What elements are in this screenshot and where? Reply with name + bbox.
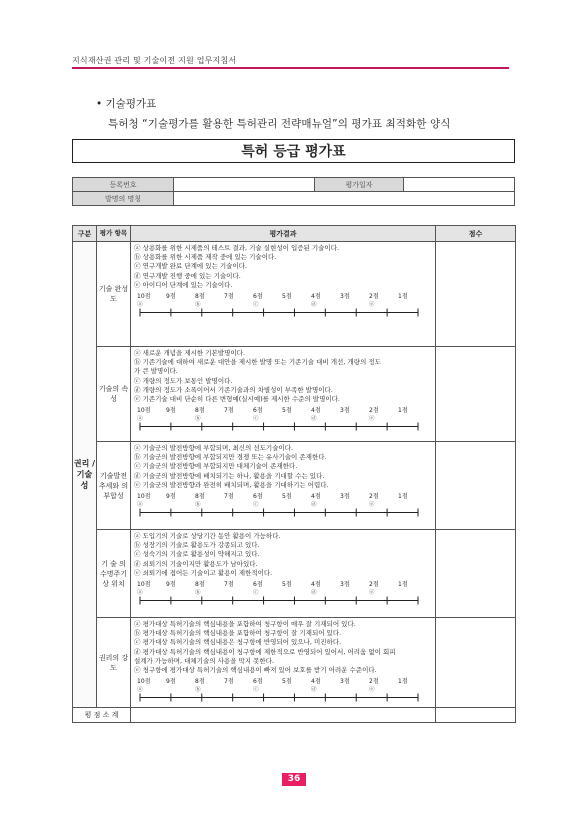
score-label: 6점: [253, 581, 263, 589]
score-label: 6점: [253, 293, 263, 301]
page-number: 36: [282, 773, 306, 786]
category-cell: 권리 / 기술성: [73, 242, 97, 708]
score-field[interactable]: [436, 530, 516, 618]
evaluation-row: [73, 442, 516, 530]
score-label: 10점: [137, 581, 151, 589]
section-bullet: • 기술평가표: [96, 98, 157, 110]
score-label: 6점: [253, 678, 263, 686]
score-label: 1점: [398, 293, 408, 301]
score-label: 3점: [340, 581, 350, 589]
summary-result-cell: [131, 708, 436, 723]
score-label: 2점: [369, 293, 379, 301]
score-label: 5점: [282, 678, 292, 686]
criterion-text: ⓒ 기술군의 발전방향에 부합되지만 대체기술이 존재한다.: [134, 462, 298, 471]
header-rule: [72, 67, 509, 69]
criterion-text: ⓑ 기술군의 발전방향에 부합되지만 경쟁 또는 유사기술이 존재한다.: [134, 453, 327, 462]
evaluation-row: [73, 242, 516, 347]
criterion-text: ⓐ 기술군의 발전방향에 부합되며, 최신의 선도기술이다.: [134, 444, 294, 452]
evaluation-row: [73, 347, 516, 442]
reg-no-label: 등록번호: [73, 178, 174, 192]
grade-mark: [395, 500, 424, 508]
criterion-text: ⓔ 쇠퇴기에 접어든 기술이고 활용이 제한적이다.: [134, 568, 273, 577]
score-label: 3점: [340, 407, 350, 415]
score-label: 2점: [369, 493, 379, 501]
evaluation-row: [73, 618, 516, 708]
scale-line: [134, 422, 424, 431]
col-score: 점수: [436, 226, 516, 242]
item-name: 기술 완성도: [97, 242, 131, 347]
grade-mark: [395, 588, 424, 596]
item-name: 기 술 의 수명주기 상 위치: [97, 530, 131, 618]
grade-mark: [337, 588, 366, 596]
criteria-cell: [131, 347, 436, 442]
reg-no-field[interactable]: [174, 178, 315, 192]
score-label: 9점: [166, 407, 176, 415]
score-label: 8점: [195, 493, 205, 501]
score-label: 5점: [282, 407, 292, 415]
score-field[interactable]: [436, 442, 516, 530]
score-label: 4점: [311, 407, 321, 415]
score-label: 10점: [137, 493, 151, 501]
summary-score-field[interactable]: [436, 708, 516, 723]
col-item: 평가 항목: [97, 226, 131, 242]
grade-mark: [337, 500, 366, 508]
registration-table: [72, 177, 515, 206]
score-scale[interactable]: [134, 579, 424, 605]
criterion-text: ⓓ 쇠퇴기의 기술이지만 활용도가 남아있다.: [134, 559, 258, 568]
grade-mark: [221, 588, 250, 596]
score-label: 9점: [166, 581, 176, 589]
criteria-cell: [131, 618, 436, 708]
grade-mark: [279, 414, 308, 422]
grade-mark: [221, 500, 250, 508]
col-result: 평가결과: [131, 226, 436, 242]
score-label: 3점: [340, 493, 350, 501]
criterion-text: ⓔ 기존기술 대비 단순히 다른 변형예(실시예)를 제시한 수준의 발명이다.: [134, 395, 340, 404]
score-label: 2점: [369, 407, 379, 415]
criterion-text: ⓔ 아이디어 단계에 있는 기술이다.: [134, 280, 233, 289]
criterion-text: ⓒ 평가대상 특허기술의 핵심내용은 청구항에 반영되어 있으나, 미진하다.: [134, 638, 342, 647]
score-label: 3점: [340, 293, 350, 301]
evaluation-table: [72, 225, 516, 723]
score-label: 5점: [282, 581, 292, 589]
score-label: 7점: [224, 493, 234, 501]
score-label: 8점: [195, 581, 205, 589]
score-label: 8점: [195, 407, 205, 415]
grade-mark: ⓒ: [253, 590, 259, 597]
criterion-text: ⓑ 평가대상 특허기술의 핵심내용을 포함하여 청구항이 잘 기재되어 있다.: [134, 629, 342, 638]
criterion-text: ⓐ 평가대상 특허기술의 핵심내용을 포함하여 청구항이 매우 잘 기재되어 있다.: [134, 620, 356, 628]
grade-mark: ⓑ: [195, 302, 201, 309]
grade-mark: ⓔ: [369, 687, 375, 694]
score-field[interactable]: [436, 242, 516, 347]
grade-mark: [337, 685, 366, 693]
grade-mark: ⓔ: [369, 302, 375, 309]
score-label: 7점: [224, 407, 234, 415]
grade-mark: [163, 300, 192, 308]
criterion-text: ⓒ 연구개발 완료 단계에 있는 기술이다.: [134, 262, 248, 271]
grade-mark: ⓐ: [137, 416, 143, 423]
grade-mark: [163, 414, 192, 422]
grade-mark: ⓒ: [253, 416, 259, 423]
scale-line: [134, 308, 424, 317]
item-name: 권리의 강도: [97, 618, 131, 708]
score-label: 9점: [166, 293, 176, 301]
score-scale[interactable]: [134, 491, 424, 517]
score-label: 9점: [166, 678, 176, 686]
score-scale[interactable]: [134, 405, 424, 431]
score-label: 1점: [398, 407, 408, 415]
grade-mark: [221, 300, 250, 308]
score-field[interactable]: [436, 347, 516, 442]
evaluation-row: [73, 530, 516, 618]
eval-date-label: 평가일자: [315, 178, 404, 192]
grade-mark: [337, 300, 366, 308]
score-label: 5점: [282, 293, 292, 301]
grade-mark: [279, 685, 308, 693]
grade-mark: ⓑ: [195, 502, 201, 509]
score-label: 10점: [137, 407, 151, 415]
grade-mark: ⓒ: [253, 687, 259, 694]
grade-mark: ⓐ: [137, 687, 143, 694]
grade-mark: ⓔ: [369, 590, 375, 597]
grade-mark: [221, 414, 250, 422]
score-label: 7점: [224, 581, 234, 589]
grade-mark: [279, 300, 308, 308]
criterion-text: ⓐ 새로운 개념을 제시한 기본발명이다.: [134, 349, 246, 357]
grade-mark: ⓓ: [311, 416, 317, 423]
form-title: 특허 등급 평가표: [72, 139, 515, 163]
score-scale[interactable]: [134, 291, 424, 317]
criterion-text: ⓑ 상용화를 위한 시제품 제작 중에 있는 기술이다.: [134, 253, 277, 262]
grade-mark: ⓐ: [137, 502, 143, 509]
score-label: 7점: [224, 293, 234, 301]
grade-mark: ⓔ: [369, 416, 375, 423]
criterion-text: 가 큰 발명이다.: [134, 367, 178, 376]
grade-mark: [395, 300, 424, 308]
grade-mark: ⓒ: [253, 302, 259, 309]
criteria-cell: [131, 530, 436, 618]
grade-mark: ⓑ: [195, 416, 201, 423]
grade-mark: ⓑ: [195, 687, 201, 694]
score-label: 1점: [398, 678, 408, 686]
score-label: 6점: [253, 407, 263, 415]
item-name: 기술의 속성: [97, 347, 131, 442]
criteria-cell: [131, 242, 436, 347]
criterion-text: ⓔ 청구항에 평가대상 특허기술의 핵심내용이 빠져 있어 보호를 받기 어려운 수준이다.: [134, 666, 377, 675]
grade-mark: [395, 414, 424, 422]
scale-line: [134, 596, 424, 605]
score-label: 1점: [398, 581, 408, 589]
score-label: 1점: [398, 493, 408, 501]
grade-mark: [163, 500, 192, 508]
score-label: 4점: [311, 293, 321, 301]
score-label: 9점: [166, 493, 176, 501]
score-label: 7점: [224, 678, 234, 686]
col-category: 구분: [73, 226, 97, 242]
score-label: 5점: [282, 493, 292, 501]
section-description: 특허청 “기술평가를 활용한 특허관리 전략매뉴얼”의 평가표 최적화한 양식: [108, 118, 451, 130]
grade-mark: ⓐ: [137, 302, 143, 309]
score-label: 2점: [369, 678, 379, 686]
document-header: 지식재산권 관리 및 기술이전 지원 업무지침서: [72, 56, 237, 65]
criterion-text: ⓑ 기존기술에 대하여 새로운 대안을 제시한 발명 또는 기존기술 대비 개선, 개량의 정도: [134, 358, 381, 367]
criterion-text: ⓐ 도입기의 기술로 상당기간 동안 활용이 가능하다.: [134, 532, 281, 540]
grade-mark: ⓔ: [369, 502, 375, 509]
invention-name-field[interactable]: [174, 192, 515, 206]
criterion-text: ⓓ 연구개발 진행 중에 있는 기술이다.: [134, 271, 241, 280]
criterion-text: ⓒ 개량의 정도가 보통인 발명이다.: [134, 376, 233, 385]
score-label: 6점: [253, 493, 263, 501]
score-label: 10점: [137, 678, 151, 686]
score-label: 3점: [340, 678, 350, 686]
score-label: 4점: [311, 493, 321, 501]
scale-line: [134, 508, 424, 517]
score-label: 2점: [369, 581, 379, 589]
criterion-text: 설계가 가능하며, 대체기술의 사용을 막지 못한다.: [134, 656, 275, 665]
grade-mark: [221, 685, 250, 693]
score-label: 4점: [311, 678, 321, 686]
item-name: 기술발전추세와 의 부합성: [97, 442, 131, 530]
score-label: 10점: [137, 293, 151, 301]
grade-mark: [279, 500, 308, 508]
grade-mark: ⓒ: [253, 502, 259, 509]
criterion-text: ⓓ 개량의 정도가 소폭이어서 기존기술과의 차별성이 부족한 발명이다.: [134, 385, 333, 394]
criterion-text: ⓐ 상용화를 위한 시제품의 테스트 결과, 기술 실현성이 입증된 기술이다.: [134, 244, 340, 252]
score-label: 8점: [195, 293, 205, 301]
grade-mark: ⓓ: [311, 502, 317, 509]
grade-mark: ⓓ: [311, 687, 317, 694]
invention-name-label: 발명의 명칭: [73, 192, 174, 206]
summary-label: 평 점 소 계: [73, 708, 131, 723]
scale-line: [134, 693, 424, 702]
grade-mark: [163, 685, 192, 693]
grade-mark: [337, 414, 366, 422]
criterion-text: ⓔ 기술군의 발전방향과 완전히 배치되며, 활용을 기대하기는 어렵다.: [134, 480, 329, 489]
criterion-text: ⓓ 평가대상 특허기술의 핵심내용이 청구항에 제한적으로 반영되어 있어서, 어려움 없이 회피: [134, 647, 396, 656]
criteria-cell: [131, 442, 436, 530]
grade-mark: ⓓ: [311, 302, 317, 309]
eval-date-field[interactable]: [404, 178, 515, 192]
score-label: 8점: [195, 678, 205, 686]
grade-mark: [163, 588, 192, 596]
grade-mark: ⓑ: [195, 590, 201, 597]
criterion-text: ⓑ 성장기의 기술로 활용도가 강종되고 있다.: [134, 541, 260, 550]
score-label: 4점: [311, 581, 321, 589]
criterion-text: ⓓ 기술군의 발전방향에 배치되기는 하나, 활용을 기대할 수는 있다.: [134, 471, 325, 480]
grade-mark: ⓓ: [311, 590, 317, 597]
grade-mark: ⓐ: [137, 590, 143, 597]
criterion-text: ⓒ 성숙기의 기술로 활용성이 약해지고 있다.: [134, 550, 260, 559]
score-field[interactable]: [436, 618, 516, 708]
grade-mark: [395, 685, 424, 693]
grade-mark: [279, 588, 308, 596]
score-scale[interactable]: [134, 676, 424, 702]
